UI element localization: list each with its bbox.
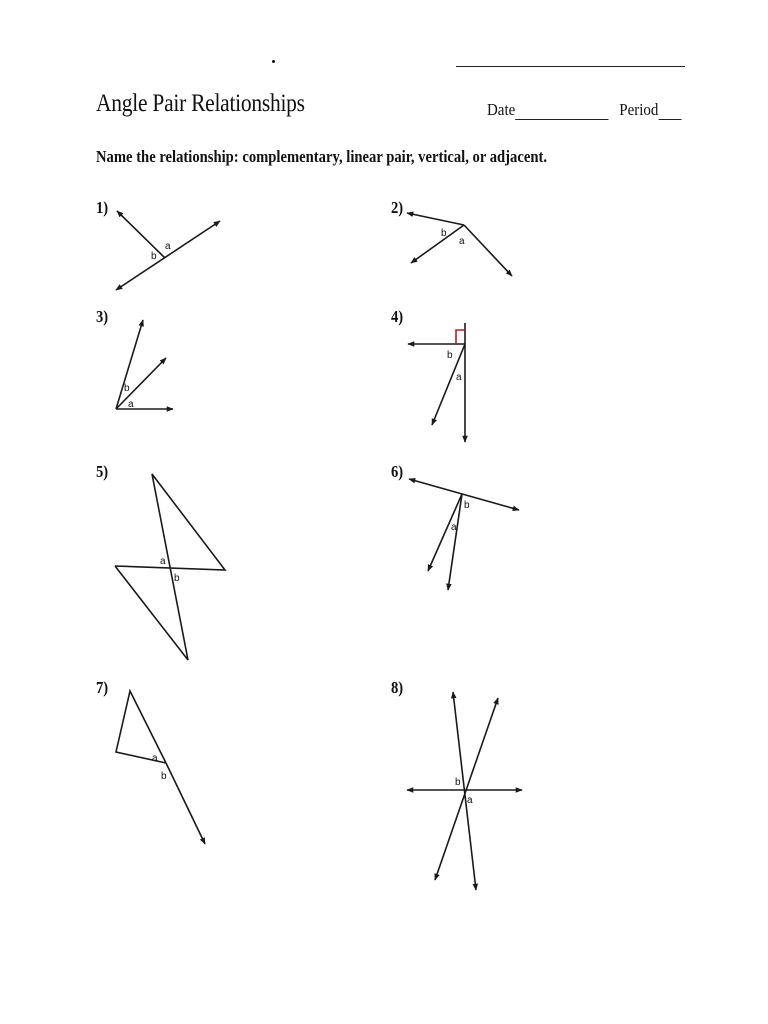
angle-label-a: a (459, 236, 465, 247)
ray (407, 213, 464, 225)
line (453, 692, 476, 890)
angle-label-a: a (165, 241, 171, 252)
angle-label-b: b (464, 500, 470, 511)
angle-label-b: b (455, 777, 461, 788)
instructions-text: Name the relationship: complementary, linear pair, vertical, or adjacent. (96, 147, 548, 166)
worksheet-title: Angle Pair Relationships (96, 90, 305, 117)
problem-1-number: 1) (96, 198, 109, 217)
problem-5-figure (115, 474, 225, 660)
problem-2-figure (407, 213, 512, 276)
angle-label-b: b (447, 350, 453, 361)
line (116, 221, 220, 290)
problem-7-figure (116, 691, 205, 844)
ray (464, 225, 512, 276)
bowtie-shape (115, 474, 225, 660)
problem-1-figure (116, 211, 220, 290)
problem-3-figure (116, 320, 173, 410)
angle-label-b: b (174, 573, 180, 584)
angle-label-b: b (161, 771, 167, 782)
angle-label-a: a (467, 795, 473, 806)
date-label: Date (487, 100, 516, 119)
right-angle-mark (456, 330, 465, 344)
problem-8-figure (407, 692, 522, 890)
angle-label-a: a (128, 399, 134, 410)
problem-4-number: 4) (391, 307, 404, 326)
angle-label-b: b (441, 228, 447, 239)
problem-2-number: 2) (391, 198, 404, 217)
ray (117, 211, 165, 258)
problem-4-figure (408, 323, 465, 442)
problem-5-number: 5) (96, 462, 109, 481)
problem-7-number: 7) (96, 678, 109, 697)
problem-8-number: 8) (391, 678, 404, 697)
angle-label-a: a (152, 753, 158, 764)
period-label: Period (619, 100, 659, 119)
angle-label-a: a (451, 522, 457, 533)
angle-label-a: a (160, 556, 166, 567)
ray (411, 225, 464, 263)
problem-3-number: 3) (96, 307, 109, 326)
angle-label-b: b (151, 251, 157, 262)
angle-label-a: a (456, 372, 462, 383)
problem-6-figure (409, 479, 519, 590)
triangle-shape (116, 691, 166, 763)
line (435, 698, 498, 880)
problem-6-number: 6) (391, 462, 404, 481)
ray (166, 763, 205, 844)
angle-label-b: b (124, 383, 130, 394)
